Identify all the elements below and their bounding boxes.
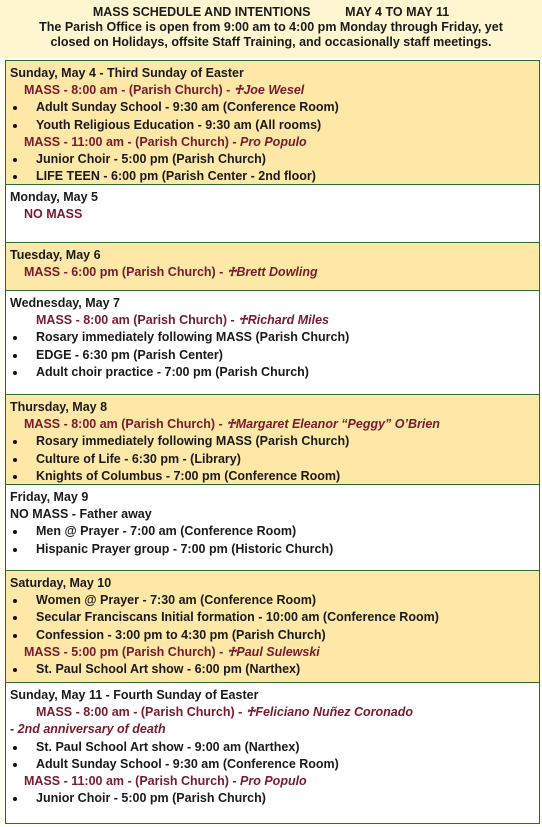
event-item: Men @ Prayer - 7:00 am (Conference Room)	[10, 523, 539, 540]
mass-intention	[227, 645, 320, 659]
day-heading: Sunday, May 11 - Fourth Sunday of Easter	[10, 688, 259, 702]
day-section	[6, 395, 539, 485]
event-item: St. Paul School Art show - 6:00 pm (Narthex)	[10, 661, 539, 678]
mass-time: MASS - 6:00 pm (Parish Church) -	[24, 265, 227, 280]
mass-intention	[227, 265, 318, 279]
day-section	[6, 571, 539, 683]
day-section	[6, 243, 539, 291]
mass-intention	[234, 83, 305, 97]
mass-entry	[10, 312, 539, 329]
day-heading: Saturday, May 10	[10, 576, 112, 590]
mass-entry	[10, 82, 539, 99]
mass-time: MASS - 11:00 am - (Parish Church) -	[24, 134, 241, 149]
event-item: Rosary immediately following MASS (Parish Church)	[10, 329, 539, 346]
mass-intention	[246, 705, 413, 719]
day-section	[6, 485, 539, 571]
event-item: Adult choir practice - 7:00 pm (Parish Church)	[10, 364, 539, 381]
event-item: Women @ Prayer - 7:30 am (Conference Room)	[10, 592, 539, 609]
header-title: MASS SCHEDULE AND INTENTIONS	[92, 5, 311, 19]
event-item: EDGE - 6:30 pm (Parish Center)	[10, 347, 539, 364]
cross-icon: ♱	[233, 83, 244, 98]
day-heading: Friday, May 9	[10, 490, 89, 504]
intention-name: Joe Wesel	[243, 83, 305, 98]
day-heading: Monday, May 5	[10, 190, 98, 204]
cross-icon: ♱	[226, 417, 236, 432]
mass-entry	[10, 416, 539, 433]
mass-time: MASS - 8:00 am - (Parish Church) -	[24, 83, 234, 98]
intention-note: - 2nd anniversary of death	[10, 722, 166, 737]
event-item: Youth Religious Education - 9:30 am (All rooms)	[10, 117, 539, 134]
day-heading: Thursday, May 8	[10, 400, 108, 414]
mass-time: MASS - 5:00 pm (Parish Church) -	[24, 644, 227, 659]
day-section	[6, 291, 539, 395]
no-mass-notice: NO MASS	[24, 207, 83, 222]
cross-icon: ♱	[226, 644, 237, 659]
mass-entry	[10, 644, 539, 661]
intention-name: Pro Populo	[240, 774, 307, 789]
mass-time: MASS - 8:00 am (Parish Church) -	[24, 417, 227, 432]
mass-entry	[10, 773, 539, 790]
intention-name: Paul Sulewski	[236, 644, 320, 659]
event-item: LIFE TEEN - 6:00 pm (Parish Center - 2nd floor)	[10, 168, 539, 185]
event-item: Culture of Life - 6:30 pm - (Library)	[10, 451, 539, 468]
day-section	[6, 683, 539, 823]
mass-entry	[10, 704, 539, 721]
event-item: Hispanic Prayer group - 7:00 pm (Historic Church)	[10, 541, 539, 558]
cross-icon: ♱	[245, 705, 256, 720]
schedule-table	[5, 60, 540, 824]
intention-name: Margaret Eleanor “Peggy” O’Brien	[235, 417, 440, 432]
event-item: Knights of Columbus - 7:00 pm (Conference Room)	[10, 468, 539, 485]
cross-icon: ♱	[226, 265, 237, 280]
mass-time: MASS - 8:00 am - (Parish Church) -	[36, 705, 246, 720]
mass-intention	[240, 774, 307, 788]
event-item: Rosary immediately following MASS (Parish Church)	[10, 433, 539, 450]
event-item: Junior Choir - 5:00 pm (Parish Church)	[10, 151, 539, 168]
office-hours-line: The Parish Office is open from 9:00 am to 4:00 pm Monday through Friday, yet	[39, 20, 503, 34]
event-item: Confession - 3:00 pm to 4:30 pm (Parish Church)	[10, 627, 539, 644]
day-section	[6, 185, 539, 243]
day-heading: Sunday, May 4 - Third Sunday of Easter	[10, 66, 244, 80]
intention-name: Feliciano Nuñez Coronado	[255, 705, 413, 720]
header-title-row	[0, 5, 542, 20]
header-date-range: MAY 4 TO MAY 11	[345, 5, 450, 19]
day-heading: Tuesday, May 6	[10, 248, 101, 262]
event-item: Secular Franciscans Initial formation - 10:00 am (Conference Room)	[10, 609, 539, 626]
event-item: Adult Sunday School - 9:30 am (Conference Room)	[10, 756, 539, 773]
page-header	[0, 0, 542, 58]
office-closure-line: closed on Holidays, offsite Staff Training, and occasionally staff meetings.	[50, 35, 492, 49]
mass-intention	[238, 313, 329, 327]
mass-time: MASS - 11:00 am - (Parish Church) -	[24, 774, 241, 789]
day-heading: Wednesday, May 7	[10, 296, 120, 310]
day-section	[6, 61, 539, 185]
intention-name: Richard Miles	[247, 313, 329, 328]
mass-entry	[10, 134, 539, 151]
mass-entry	[10, 264, 539, 281]
mass-intention	[226, 417, 440, 431]
no-mass-notice: NO MASS - Father away	[10, 507, 152, 522]
event-item: Adult Sunday School - 9:30 am (Conference Room)	[10, 99, 539, 116]
mass-time: MASS - 8:00 am (Parish Church) -	[36, 313, 239, 328]
mass-intention	[240, 135, 307, 149]
event-item: St. Paul School Art show - 9:00 am (Narthex)	[10, 739, 539, 756]
intention-name: Pro Populo	[240, 134, 307, 149]
cross-icon: ♱	[238, 313, 248, 328]
intention-name: Brett Dowling	[236, 265, 318, 280]
event-item: Junior Choir - 5:00 pm (Parish Church)	[10, 790, 539, 807]
